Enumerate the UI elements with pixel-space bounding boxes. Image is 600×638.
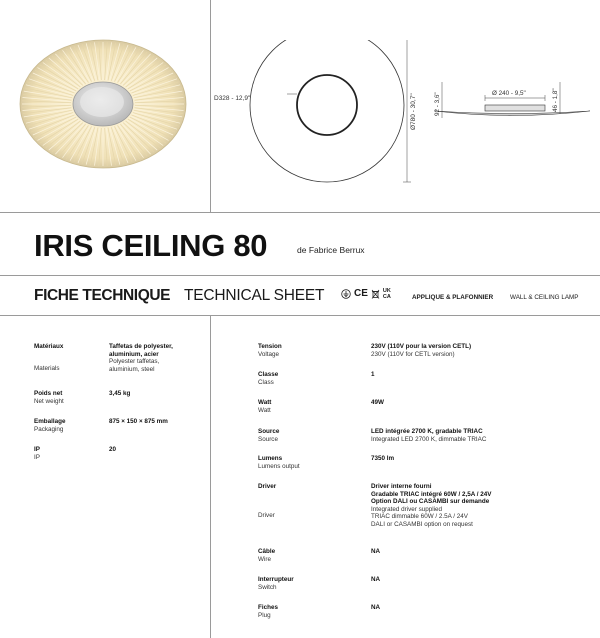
spec-label-en: Packaging <box>34 425 64 433</box>
spec-label-en: Class <box>258 378 274 386</box>
spec-value-fr: 49W <box>371 399 384 406</box>
ukca-top: UK <box>382 288 391 294</box>
ukca-bottom: CA <box>382 294 391 300</box>
spec-value-fr: NA <box>371 548 381 555</box>
side-view-drawing <box>430 60 595 150</box>
spec-label-fr: Tension <box>258 343 282 350</box>
ce-mark-icon: CE <box>354 288 368 299</box>
lamp-profile <box>435 111 590 116</box>
spec-label-fr: Driver <box>258 483 277 490</box>
canopy-profile <box>485 105 545 111</box>
spec-value-fr: 3,45 kg <box>109 390 131 397</box>
spec-label-en: Plug <box>258 611 271 619</box>
depth-label: 46 - 1,8" <box>552 88 559 112</box>
outer-circle <box>250 40 404 182</box>
spec-value-fr: aluminium, acier <box>109 350 159 358</box>
spec-label-fr: Emballage <box>34 418 66 425</box>
product-title: IRIS CEILING 80 <box>34 228 268 263</box>
canopy-label: Ø 240 - 9,5" <box>492 90 526 97</box>
spec-label-en: Switch <box>258 583 277 591</box>
spec-label-en: IP <box>34 453 40 461</box>
technical-sheet-label: TECHNICAL SHEET <box>184 287 325 304</box>
spec-label-en: Source <box>258 435 278 443</box>
spec-label-fr: Poids net <box>34 390 63 397</box>
product-designer: de Fabrice Berrux <box>297 245 365 255</box>
spec-label-fr: Interrupteur <box>258 576 294 583</box>
spec-label-fr: Matériaux <box>34 343 64 350</box>
spec-label-en: Voltage <box>258 350 280 358</box>
spec-label-fr: Câble <box>258 548 276 555</box>
outer-diameter-label: Ø780 - 30,7" <box>410 93 417 130</box>
spec-value-en: Integrated LED 2700 K, dimmable TRIAC <box>371 435 487 443</box>
spec-value-en: Polyester taffetas, <box>109 358 160 366</box>
spec-label-fr: Classe <box>258 371 279 378</box>
recycle-bin-icon <box>371 289 380 299</box>
spec-label-fr: IP <box>34 446 40 453</box>
ground-icon <box>341 289 351 299</box>
divider-under-heading <box>0 315 600 316</box>
spec-value-fr: 7350 lm <box>371 455 395 462</box>
spec-label-en: Net weight <box>34 397 64 405</box>
spec-value-fr: NA <box>371 604 381 611</box>
spec-value-fr: LED intégrée 2700 K, gradable TRIAC <box>371 428 483 435</box>
certification-icons <box>341 288 391 300</box>
height-label: 92 - 3,6" <box>434 92 441 116</box>
spec-label-fr: Lumens <box>258 455 283 462</box>
inner-diameter-label: D328 - 12,9" <box>214 95 251 102</box>
spec-value-en: aluminium, steel <box>109 365 155 373</box>
spec-label-fr: Fiches <box>258 604 278 611</box>
spec-label-en: Watt <box>258 406 271 414</box>
divider-under-title <box>0 275 600 276</box>
spec-value-fr: Option DALI ou CASAMBI sur demande <box>371 498 490 506</box>
spec-value-fr: 230V (110V pour la version CETL) <box>371 343 472 350</box>
spec-value-en: 230V (110V for CETL version) <box>371 350 455 358</box>
spec-value-en: TRIAC dimmable 60W / 2.5A / 24V <box>371 513 468 521</box>
spec-label-en: Materials <box>34 365 60 372</box>
spec-value-fr: Driver interne fourni <box>371 483 432 490</box>
spec-value-fr: 875 × 150 × 875 mm <box>109 418 168 425</box>
spec-value-en: DALI or CASAMBI option on request <box>371 520 473 528</box>
spec-label-en: Driver <box>258 512 275 519</box>
spec-value-fr: 20 <box>109 446 117 453</box>
category-en: WALL & CEILING LAMP <box>510 294 579 301</box>
spec-value-fr: Taffetas de polyester, <box>109 343 173 350</box>
spec-label-en: Wire <box>258 555 271 563</box>
divider-top-vertical <box>210 0 211 212</box>
spec-value-en: Integrated driver supplied <box>371 505 443 513</box>
spec-value-fr: 1 <box>371 371 375 378</box>
spec-label-en: Lumens output <box>258 462 300 470</box>
fiche-technique-label: FICHE TECHNIQUE <box>34 287 171 304</box>
spec-label-fr: Source <box>258 428 280 435</box>
category-fr: APPLIQUE & PLAFONNIER <box>412 294 494 301</box>
spec-label-fr: Watt <box>258 399 272 406</box>
front-view-drawing <box>212 40 432 190</box>
ukca-mark-icon <box>383 288 391 300</box>
divider-under-images <box>0 212 600 213</box>
spec-value-fr: Gradable TRIAC intégré 60W / 2,5A / 24V <box>371 490 492 498</box>
spec-value-fr: NA <box>371 576 381 583</box>
lamp-photo <box>18 38 188 178</box>
inner-circle <box>297 75 357 135</box>
